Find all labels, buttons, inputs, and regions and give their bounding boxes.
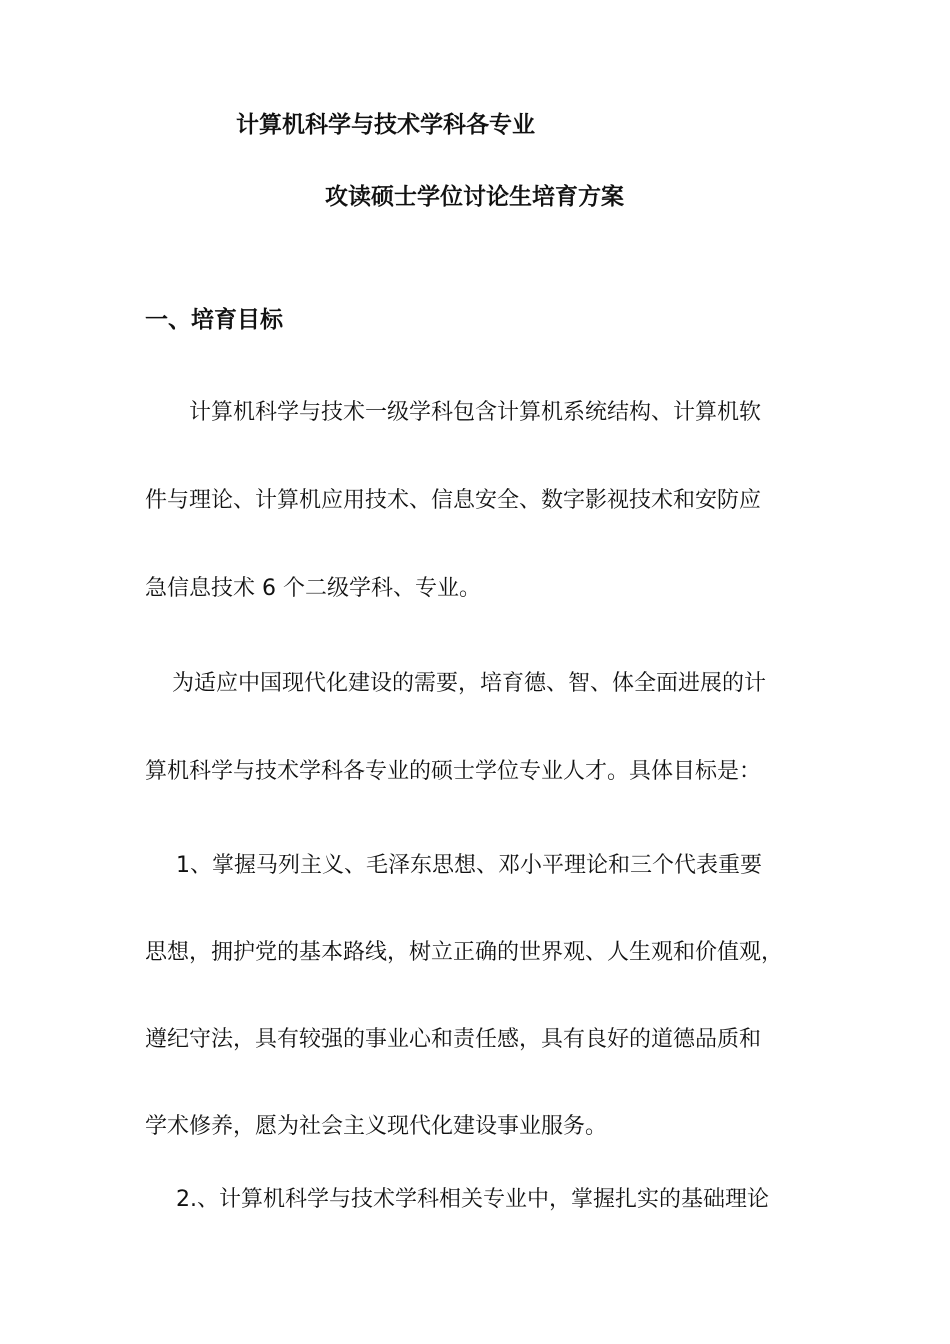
paragraph-1-line-2: 件与理论、计算机应用技术、信息安全、数字影视技术和安防应 [145,488,762,513]
section-heading-training-goals: 一、培育目标 [145,307,283,333]
document-title-line-2: 攻读硕士学位讨论生培育方案 [325,184,624,210]
document-title-line-1: 计算机科学与技术学科各专业 [236,112,535,138]
paragraph-3-line-3: 遵纪守法，具有较强的事业心和责任感，具有良好的道德品质和 [145,1027,762,1052]
paragraph-4-line-1: 2.、计算机科学与技术学科相关专业中，掌握扎实的基础理论 [176,1187,769,1212]
paragraph-3-line-4: 学术修养，愿为社会主义现代化建设事业服务。 [145,1114,608,1139]
paragraph-2-line-1: 为适应中国现代化建设的需要，培育德、智、体全面进展的计 [172,671,767,696]
paragraph-1-line-3: 急信息技术 6 个二级学科、专业。 [145,576,481,601]
paragraph-3-line-1: 1、掌握马列主义、毛泽东思想、邓小平理论和三个代表重要 [176,853,762,878]
paragraph-1-line-1: 计算机科学与技术一级学科包含计算机系统结构、计算机软 [189,400,762,425]
paragraph-2-line-2: 算机科学与技术学科各专业的硕士学位专业人才。具体目标是： [145,759,762,784]
paragraph-3-line-2: 思想，拥护党的基本路线，树立正确的世界观、人生观和价值观， [145,940,784,965]
